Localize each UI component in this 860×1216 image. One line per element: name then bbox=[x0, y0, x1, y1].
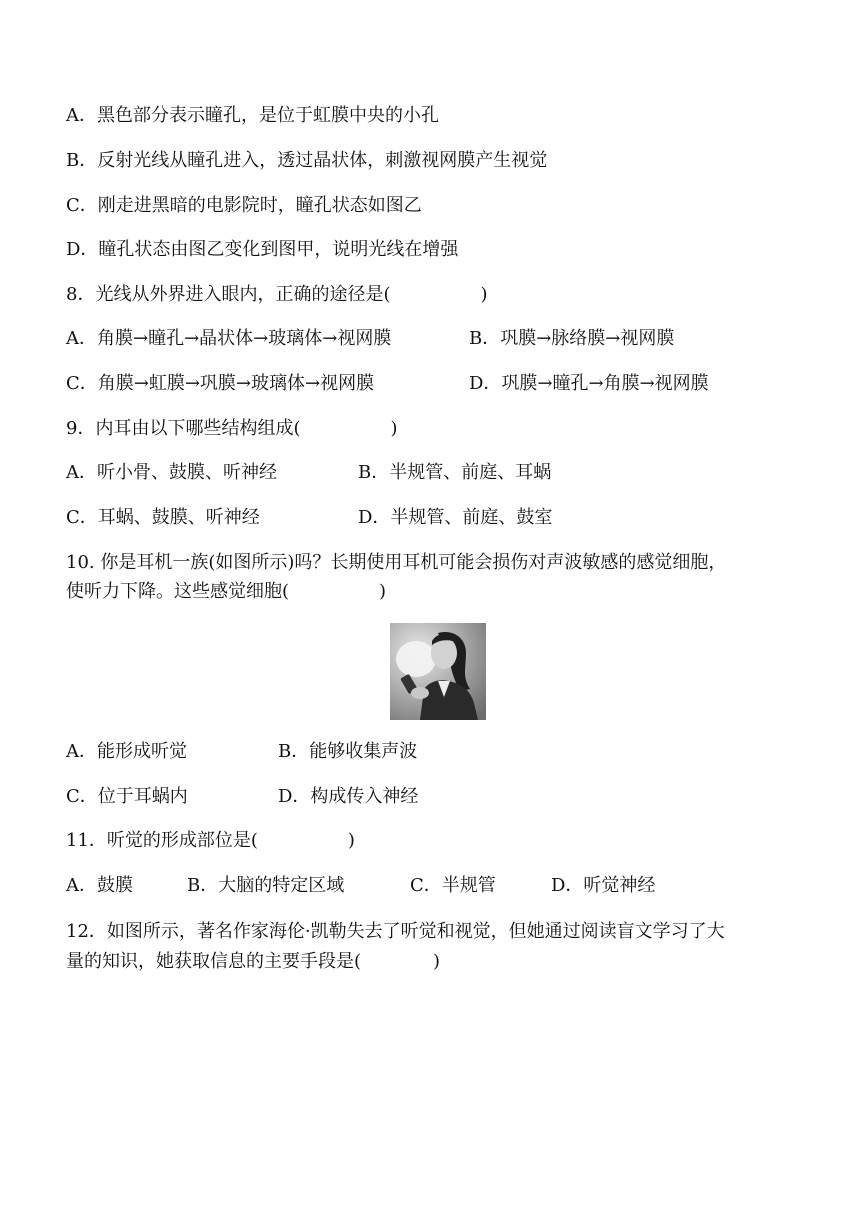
q9-option-c: C．耳蜗、鼓膜、听神经 bbox=[66, 507, 260, 528]
q10-option-c: C．位于耳蜗内 bbox=[66, 786, 188, 807]
q9-stem: 9．内耳由以下哪些结构组成( ) bbox=[66, 418, 398, 439]
q8-option-c: C．角膜→虹膜→巩膜→玻璃体→视网膜 bbox=[66, 373, 375, 394]
q7-option-a: A．黑色部分表示瞳孔，是位于虹膜中央的小孔 bbox=[66, 105, 439, 126]
q9-option-d: D．半规管、前庭、鼓室 bbox=[358, 507, 553, 528]
q8-option-b: B．巩膜→脉络膜→视网膜 bbox=[469, 328, 675, 349]
q10-stem-line1: 10. 你是耳机一族(如图所示)吗？长期使用耳机可能会损伤对声波敏感的感觉细胞， bbox=[66, 552, 727, 573]
q9-option-a: A．听小骨、鼓膜、听神经 bbox=[66, 462, 277, 483]
headphone-user-photo bbox=[390, 623, 486, 720]
q10-option-d: D．构成传入神经 bbox=[278, 786, 419, 807]
q12-stem-line1: 12．如图所示，著名作家海伦·凯勒失去了听觉和视觉，但她通过阅读盲文学习了大 bbox=[66, 921, 725, 942]
q10-stem-line2: 使听力下降。这些感觉细胞( ) bbox=[66, 581, 387, 602]
q11-option-c: C．半规管 bbox=[410, 875, 496, 896]
q7-option-c: C．刚走进黑暗的电影院时，瞳孔状态如图乙 bbox=[66, 195, 422, 216]
q11-option-a: A．鼓膜 bbox=[66, 875, 133, 896]
q10-option-b: B．能够收集声波 bbox=[278, 741, 418, 762]
q10-option-a: A．能形成听觉 bbox=[66, 741, 187, 762]
q8-stem: 8．光线从外界进入眼内，正确的途径是( ) bbox=[66, 284, 488, 305]
q11-stem: 11．听觉的形成部位是( ) bbox=[66, 830, 355, 851]
headphone-user-illustration bbox=[390, 623, 486, 720]
q9-option-b: B．半规管、前庭、耳蜗 bbox=[358, 462, 552, 483]
q7-option-d: D．瞳孔状态由图乙变化到图甲，说明光线在增强 bbox=[66, 239, 459, 260]
q12-stem-line2: 量的知识，她获取信息的主要手段是( ) bbox=[66, 951, 441, 972]
q11-option-b: B．大脑的特定区域 bbox=[187, 875, 345, 896]
q11-option-d: D．听觉神经 bbox=[551, 875, 656, 896]
q8-option-a: A．角膜→瞳孔→晶状体→玻璃体→视网膜 bbox=[66, 328, 392, 349]
q7-option-b: B．反射光线从瞳孔进入，透过晶状体，刺激视网膜产生视觉 bbox=[66, 150, 548, 171]
q8-option-d: D．巩膜→瞳孔→角膜→视网膜 bbox=[469, 373, 709, 394]
